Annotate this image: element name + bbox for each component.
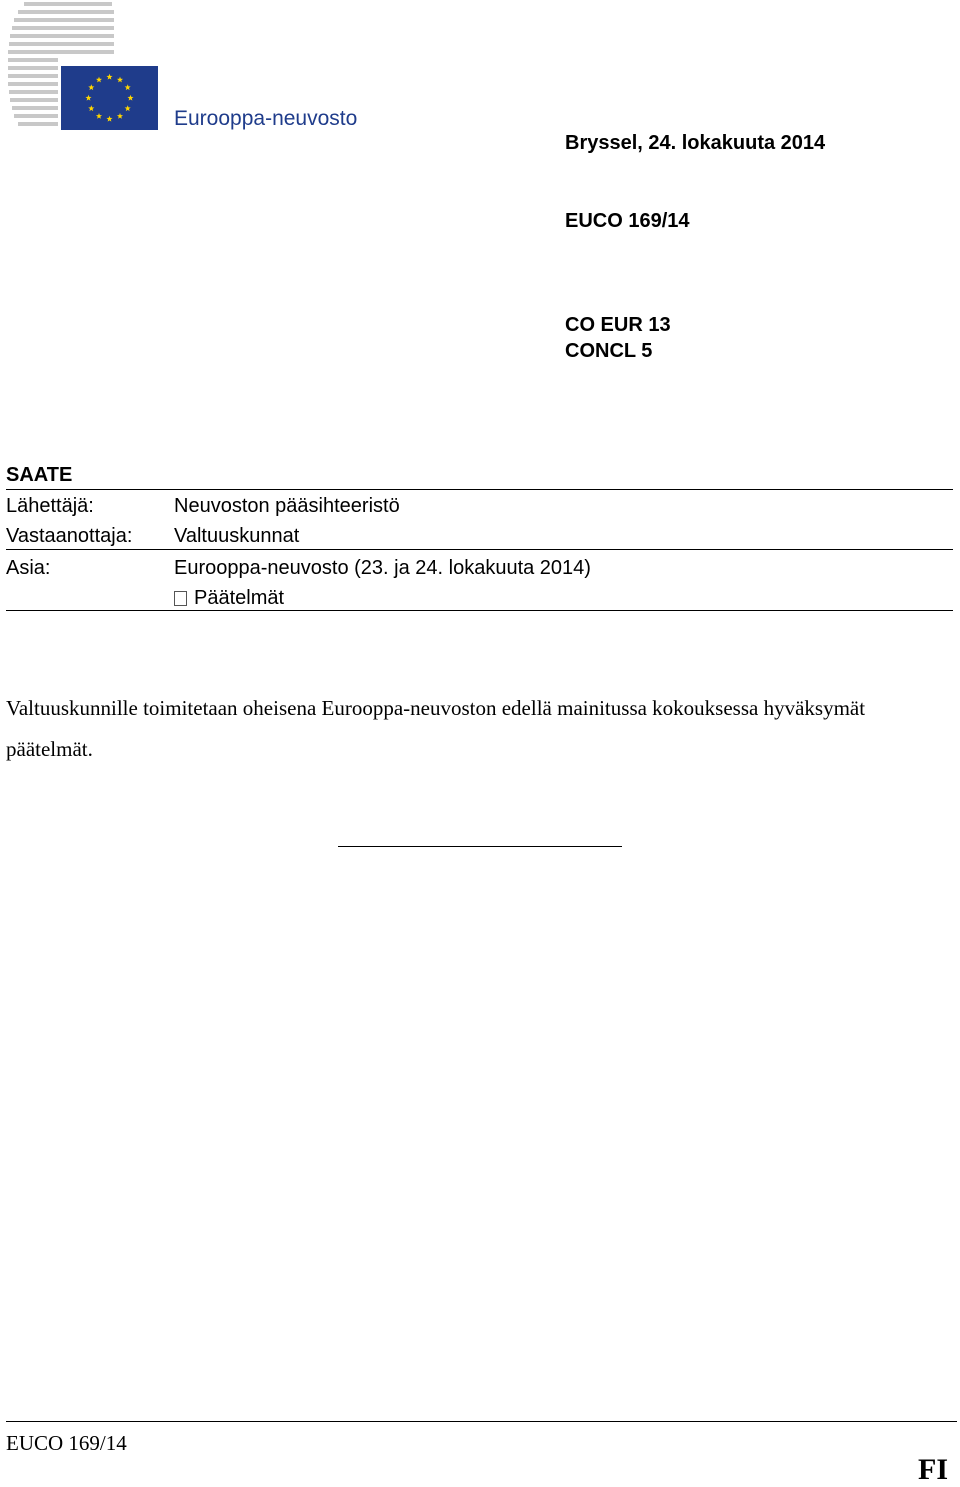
subject-subline xyxy=(174,585,284,611)
recipient-value: Valtuuskunnat xyxy=(174,525,300,547)
separator-line xyxy=(338,846,622,847)
divider xyxy=(6,549,953,550)
dash-glyph-icon xyxy=(174,591,187,606)
recipient-label: Vastaanottaja: xyxy=(6,525,133,547)
subject-subtitle: Päätelmät xyxy=(194,587,285,609)
place-date: Bryssel, 24. lokakuuta 2014 xyxy=(565,132,826,154)
document-code: CONCL 5 xyxy=(565,340,653,362)
footer-document-reference: EUCO 169/14 xyxy=(6,1431,127,1455)
divider xyxy=(6,610,953,611)
subject-label: Asia: xyxy=(6,557,51,579)
footer-divider xyxy=(6,1421,957,1422)
logo-graphic xyxy=(6,0,161,133)
sender-label: Lähettäjä: xyxy=(6,495,94,517)
footer-language-code: FI xyxy=(918,1453,948,1486)
organization-name: Eurooppa-neuvosto xyxy=(174,107,358,130)
divider xyxy=(6,489,953,490)
document-code: CO EUR 13 xyxy=(565,314,671,336)
european-council-logo xyxy=(6,0,161,133)
sender-value: Neuvoston pääsihteeristö xyxy=(174,495,400,517)
subject-value: Eurooppa-neuvosto (23. ja 24. lokakuuta 2014) xyxy=(174,557,591,579)
body-paragraph: Valtuuskunnille toimitetaan oheisena Eurooppa-neuvoston edellä mainitussa kokouksessa hyväksymät päätelmät. xyxy=(6,696,866,761)
transmittal-title: SAATE xyxy=(6,464,73,486)
document-reference: EUCO 169/14 xyxy=(565,210,690,232)
